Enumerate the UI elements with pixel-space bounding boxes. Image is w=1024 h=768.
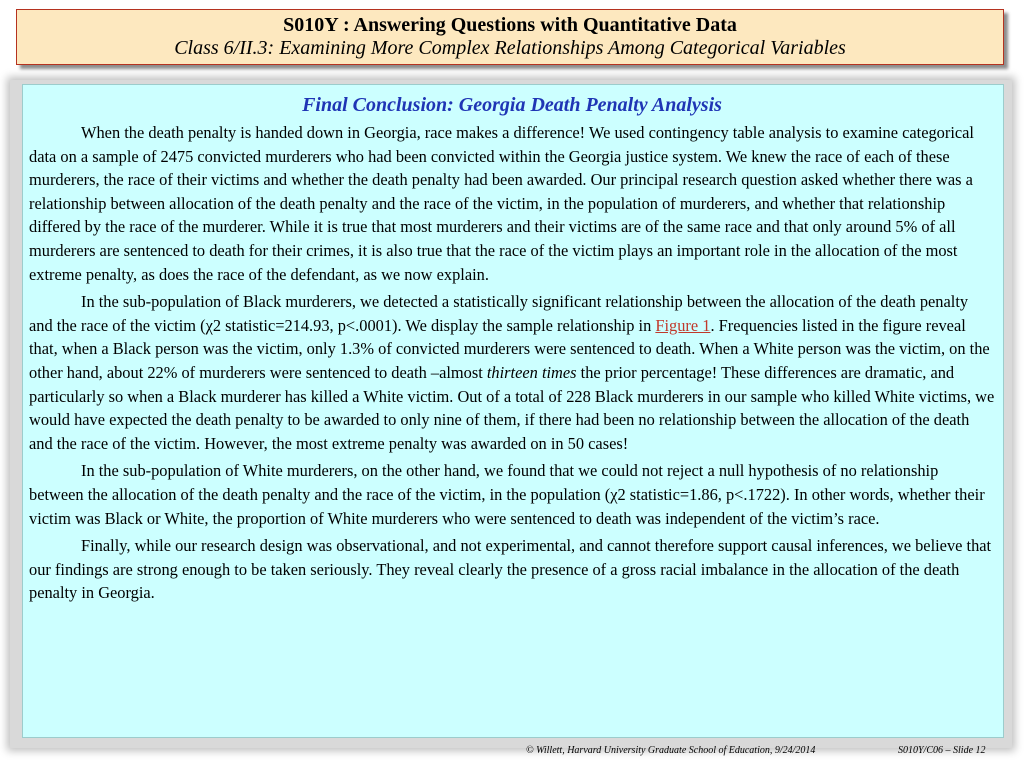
content-heading: Final Conclusion: Georgia Death Penalty Analysis <box>302 94 722 116</box>
slide-number: S010Y/C06 – Slide 12 <box>898 745 986 756</box>
paragraph-text: . Frequencies listed in the figure reveal that, when a Black person was the victim, only 1.3% of convicted murderers were sentenced to death. When a White person was the victim, on the other hand, about 22% of murderers were sentenced to death –almost <box>29 315 990 382</box>
paragraph-text: the prior percentage! These differences are dramatic, and particularly so when a Black murderer has killed a White victim. Out of a total of 228 Black murderers in our sample who killed White victims, we would have expected the death penalty to be awarded to only nine of them, if there had been no relationship between the allocation of the death and the race of the victim. However, the most extreme penalty was awarded on in 50 cases! <box>29 362 995 453</box>
slide-class-subtitle: Class 6/II.3: Examining More Complex Relationships Among Categorical Variables <box>174 37 846 59</box>
emphasis-text: thirteen times <box>486 362 577 382</box>
paragraph-white-murderers: In the sub-population of White murderers, on the other hand, we found that we could not reject a null hypothesis of no relationship between the allocation of the death penalty and the race of the victim, in the population (χ2 statistic=1.86, p<.1722). In other words, whether their victim was Black or White, the proportion of White murderers who were sentenced to death was independent of the victim’s race. <box>29 461 985 528</box>
paragraph-overview: When the death penalty is handed down in Georgia, race makes a difference! We used contingency table analysis to examine categorical data on a sample of 2475 convicted murderers who had been convicted within the Georgia justice system. We knew the race of each of these murderers, the race of their victims and whether the death penalty had been awarded. Our principal research question asked whether there was a relationship between allocation of the death penalty and the race of the victim, in the population of murderers, and whether that relationship differed by the race of the murderer. While it is true that most murderers and their victims are of the same race and that only around 5% of all murderers are sentenced to death for their crimes, it is also true that the race of the victim plays an important role in the allocation of the most extreme penalty, as does the race of the defendant, as we now explain. <box>29 123 974 284</box>
figure-1-link[interactable]: Figure 1 <box>655 315 711 335</box>
copyright-text: © Willett, Harvard University Graduate School of Education, 9/24/2014 <box>526 745 816 756</box>
header-banner <box>16 9 1004 65</box>
paragraph-black-murderers <box>29 290 995 455</box>
paragraph-text: In the sub-population of Black murderers, we detected a statistically significant relationship between the allocation of the death penalty and the race of the victim (χ2 statistic=214.93, p<.0001). We display the sample relationship in <box>29 292 969 335</box>
content-panel <box>22 84 1004 738</box>
slide-course-title: S010Y : Answering Questions with Quantitative Data <box>283 14 737 36</box>
paragraph-final: Finally, while our research design was observational, and not experimental, and cannot therefore support causal inferences, we believe that our findings are strong enough to be taken seriously. They reveal clearly the presence of a gross racial imbalance in the allocation of the death penalty in Georgia. <box>29 536 992 603</box>
